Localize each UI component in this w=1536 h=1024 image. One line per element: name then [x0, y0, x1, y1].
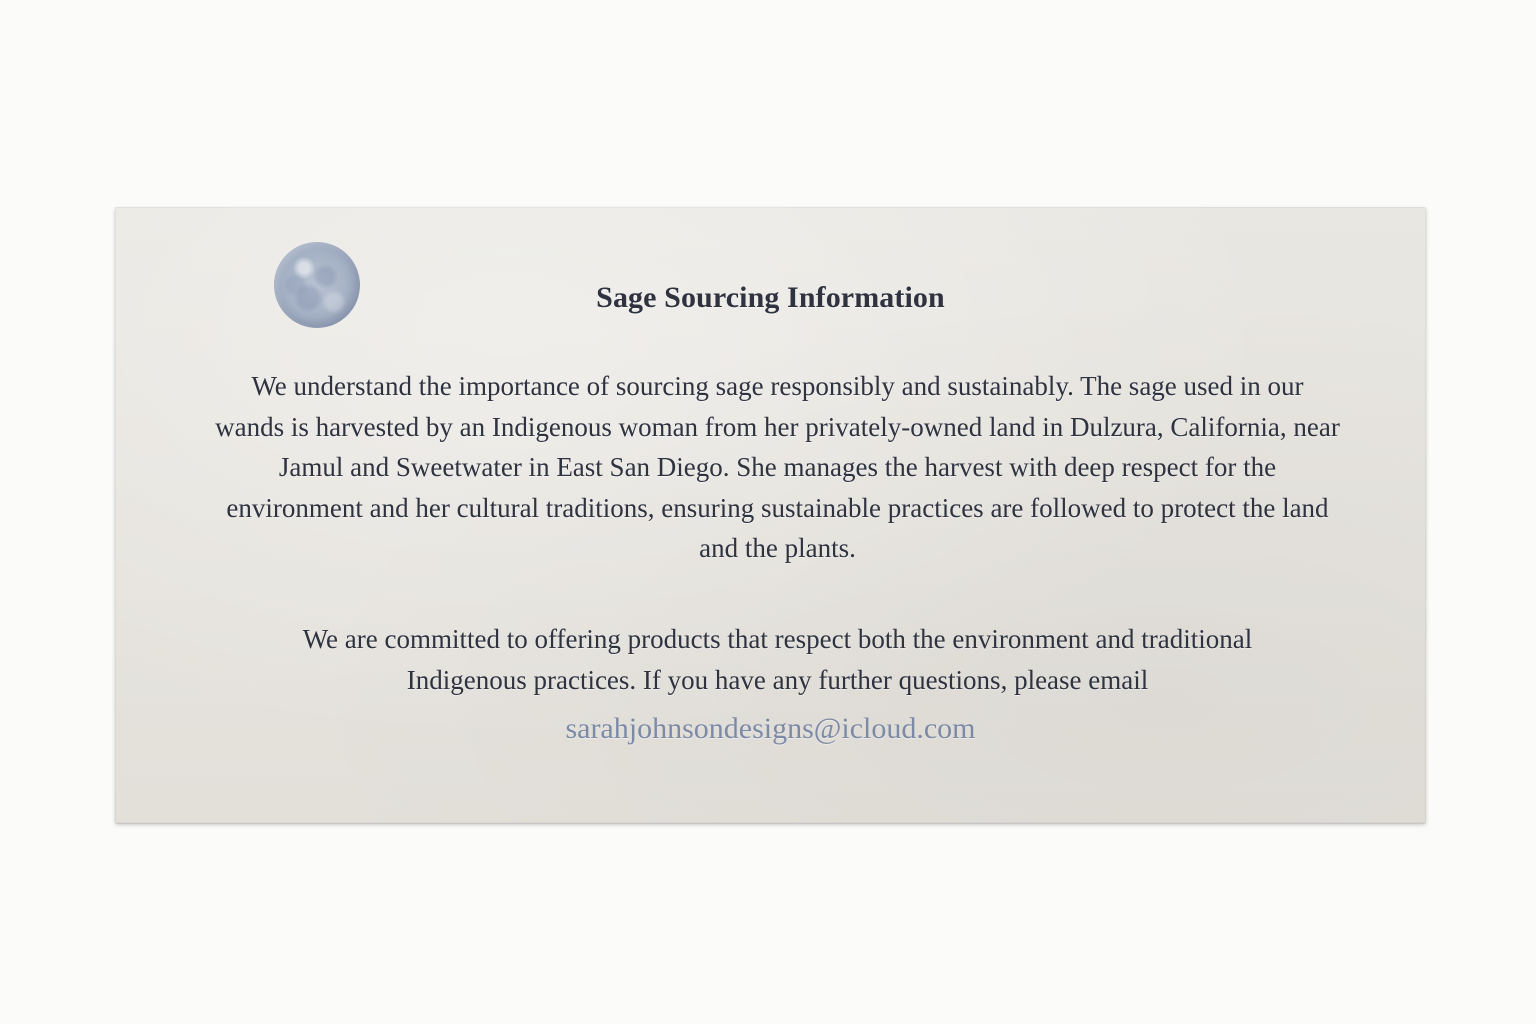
sourcing-info-card	[115, 207, 1426, 823]
email-link[interactable]: sarahjohnsondesigns@icloud.com	[565, 712, 976, 745]
commitment-paragraph: We are committed to offering products that respect both the environment and traditional Indigenous practices. If you have any further questions, please email	[302, 624, 1253, 695]
card-title: Sage Sourcing Information	[596, 281, 945, 314]
sourcing-paragraph: We understand the importance of sourcing sage responsibly and sustainably. The sage used in our wands is harvested by an Indigenous woman from her privately-owned land in Dulzura, California, near Jamul and Sweetwater in East San Diego. She manages the harvest with deep respect for the environment and her cultural traditions, ensuring sustainable practices are followed to protect the land and the plants.	[215, 371, 1340, 563]
